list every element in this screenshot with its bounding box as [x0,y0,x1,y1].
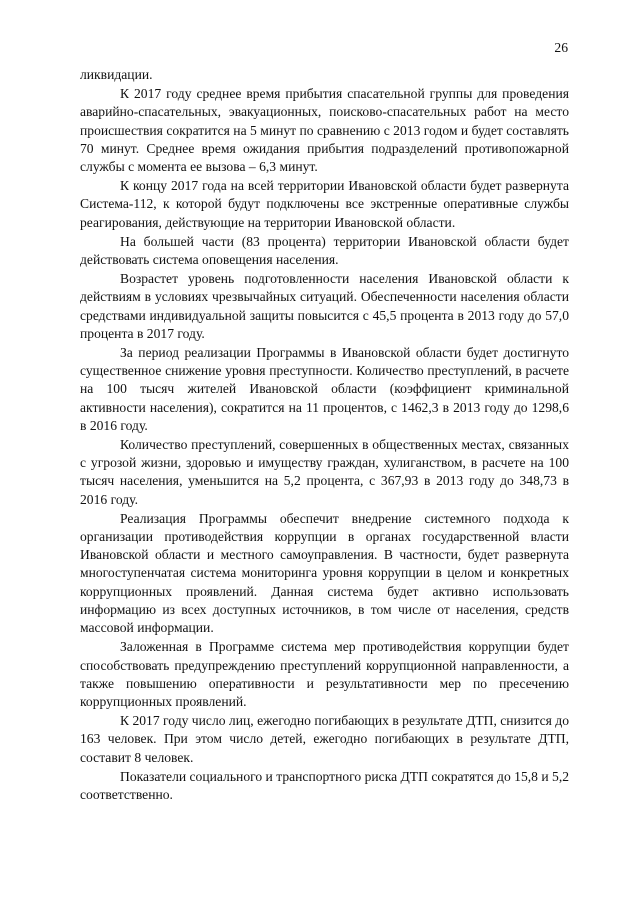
paragraph-system-112: К концу 2017 года на всей территории Ивановской области будет развернута Система-112, к которой будут подключены все экстренные оперативные службы реагирования, действующие на территории Ивановской области. [80,178,569,230]
paragraph-preparedness: Возрастет уровень подготовленности населения Ивановской области к действиям в условиях чрезвычайных ситуаций. Обеспеченности населения области средствами индивидуальной защиты повысится с 45,5 процента в 2013 году до 57,0 процента в 2017 году. [80,271,569,341]
paragraph-public-crimes: Количество преступлений, совершенных в общественных местах, связанных с угрозой жизни, здоровью и имуществу граждан, хулиганством, в расчете на 100 тысяч населения, уменьшится на 5,2 процента, с 367,93 в 2013 году до 348,73 в 2016 году. [80,437,569,507]
paragraph-warning-system: На большей части (83 процента) территории Ивановской области будет действовать система оповещения населения. [80,233,569,268]
paragraph-anti-corruption: Реализация Программы обеспечит внедрение системного подхода к организации противодействия коррупции в органах государственной власти Ивановской области и местного самоуправления. В частности, будет развернута многоступенчатая система мониторинга уровня коррупции в целом и конкретных коррупционных проявлений. Данная система будет активно использовать информацию из всех доступных источников, в том числе от населения, средств массовой информации. [80,510,569,636]
paragraph-rescue-arrival: К 2017 году среднее время прибытия спасательной группы для проведения аварийно-спасательных, эвакуационных, поисково-спасательных работ на место происшествия сократится на 5 минут по сравнению с 2013 годом и будет составлять 70 минут. Среднее время ожидания прибытия подразделений противопожарной службы с момента ее вызова – 6,3 минут. [80,86,569,175]
paragraph-road-risk: Показатели социального и транспортного риска ДТП сократятся до 15,8 и 5,2 соответственно. [80,768,570,802]
paragraph-corruption-measures: Заложенная в Программе система мер противодействия коррупции будет способствовать предупреждению преступлений коррупционной направленности, а также повышению оперативности и результативности мер по пресечению коррупционных проявлений. [80,639,569,709]
paragraph-crime-reduction: За период реализации Программы в Ивановской области будет достигнуто существенное снижение уровня преступности. Количество преступлений, в расчете на 100 тысяч жителей Ивановской области (коэффициент криминальной активности населения), сократится на 11 процентов, с 1462,3 в 2013 году до 1298,6 в 2016 году. [80,345,569,433]
page-number: 26 [554,40,568,55]
paragraph-road-deaths: К 2017 году число лиц, ежегодно погибающих в результате ДТП, снизится до 163 человек. При этом число детей, ежегодно погибающих в результате ДТП, составит 8 человек. [80,713,569,765]
document-body [80,66,569,805]
paragraph-continuation: ликвидации. [80,67,153,82]
